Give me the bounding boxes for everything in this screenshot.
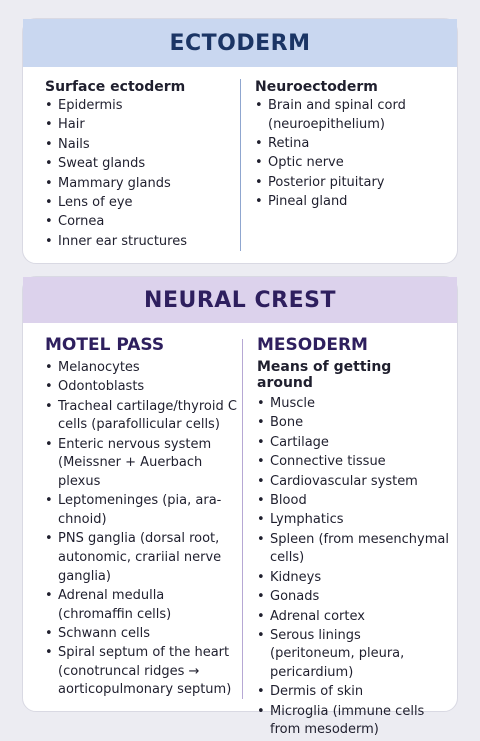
list-item: • Cornea <box>45 213 237 232</box>
list-item: • Enteric nervous system (Meissner + Auerbach plexus <box>45 436 241 492</box>
list-item: • Nails <box>45 136 237 155</box>
list-item: • Microglia (immune cells from mesoderm) <box>257 703 449 740</box>
list-item: • Epidermis <box>45 97 237 116</box>
list-item: • Kidneys <box>257 569 449 588</box>
list-item: • Leptomeninges (pia, ara-chnoid) <box>45 492 241 529</box>
ectoderm-card <box>22 18 458 264</box>
list-item: • Bone <box>257 414 449 433</box>
mesoderm-heading: MESODERM <box>257 335 368 355</box>
mesoderm-subheading: Means of getting around <box>257 359 392 391</box>
list-item: • Serous linings (peritoneum, pleura, pericardium) <box>257 627 449 683</box>
list-item: • Spleen (from mesenchymal cells) <box>257 531 449 568</box>
motel-pass-heading: MOTEL PASS <box>45 335 165 355</box>
list-item: • Cardiovascular system <box>257 473 449 492</box>
motel-pass-list <box>45 359 241 700</box>
list-item: • Brain and spinal cord (neuroepithelium) <box>255 97 445 134</box>
ectoderm-title: ECTODERM <box>23 19 457 67</box>
list-item: • Hair <box>45 116 237 135</box>
list-item: • Gonads <box>257 588 449 607</box>
list-item: • Muscle <box>257 395 449 414</box>
mesoderm-list <box>257 395 449 740</box>
list-item: • Pineal gland <box>255 193 445 212</box>
surface-ectoderm-heading: Surface ectoderm <box>45 79 186 95</box>
list-item: • Optic nerve <box>255 154 445 173</box>
list-item: • Connective tissue <box>257 453 449 472</box>
list-item: • Dermis of skin <box>257 683 449 702</box>
list-item: • Adrenal medulla (chromaffin cells) <box>45 587 241 624</box>
neural-crest-card <box>22 276 458 738</box>
list-item: • Retina <box>255 135 445 154</box>
list-item: • Posterior pituitary <box>255 174 445 193</box>
list-item: • Inner ear structures <box>45 233 237 252</box>
list-item: • Lymphatics <box>257 511 449 530</box>
neuroectoderm-column <box>255 79 445 213</box>
neuroectoderm-heading: Neuroectoderm <box>255 79 378 95</box>
neuroectoderm-list <box>255 97 445 212</box>
list-item: • Sweat glands <box>45 155 237 174</box>
list-item: • Spiral septum of the heart (conotruncal ridges → aorticopulmonary septum) <box>45 644 241 700</box>
neural-crest-divider <box>242 339 243 699</box>
list-item: • PNS ganglia (dorsal root, autonomic, crariial nerve ganglia) <box>45 530 241 586</box>
list-item: • Melanocytes <box>45 359 241 378</box>
list-item: • Mammary glands <box>45 175 237 194</box>
list-item: • Adrenal cortex <box>257 608 449 627</box>
list-item: • Schwann cells <box>45 625 241 644</box>
motel-pass-column <box>45 335 241 701</box>
neural-crest-title: NEURAL CREST <box>23 277 457 323</box>
list-item: • Odontoblasts <box>45 378 241 397</box>
surface-ectoderm-list <box>45 97 237 251</box>
ectoderm-divider <box>240 79 241 251</box>
list-item: • Lens of eye <box>45 194 237 213</box>
surface-ectoderm-column <box>45 79 237 252</box>
list-item: • Cartilage <box>257 434 449 453</box>
list-item: • Blood <box>257 492 449 511</box>
list-item: • Tracheal cartilage/thyroid C cells (parafollicular cells) <box>45 398 241 435</box>
mesoderm-column <box>257 335 449 741</box>
